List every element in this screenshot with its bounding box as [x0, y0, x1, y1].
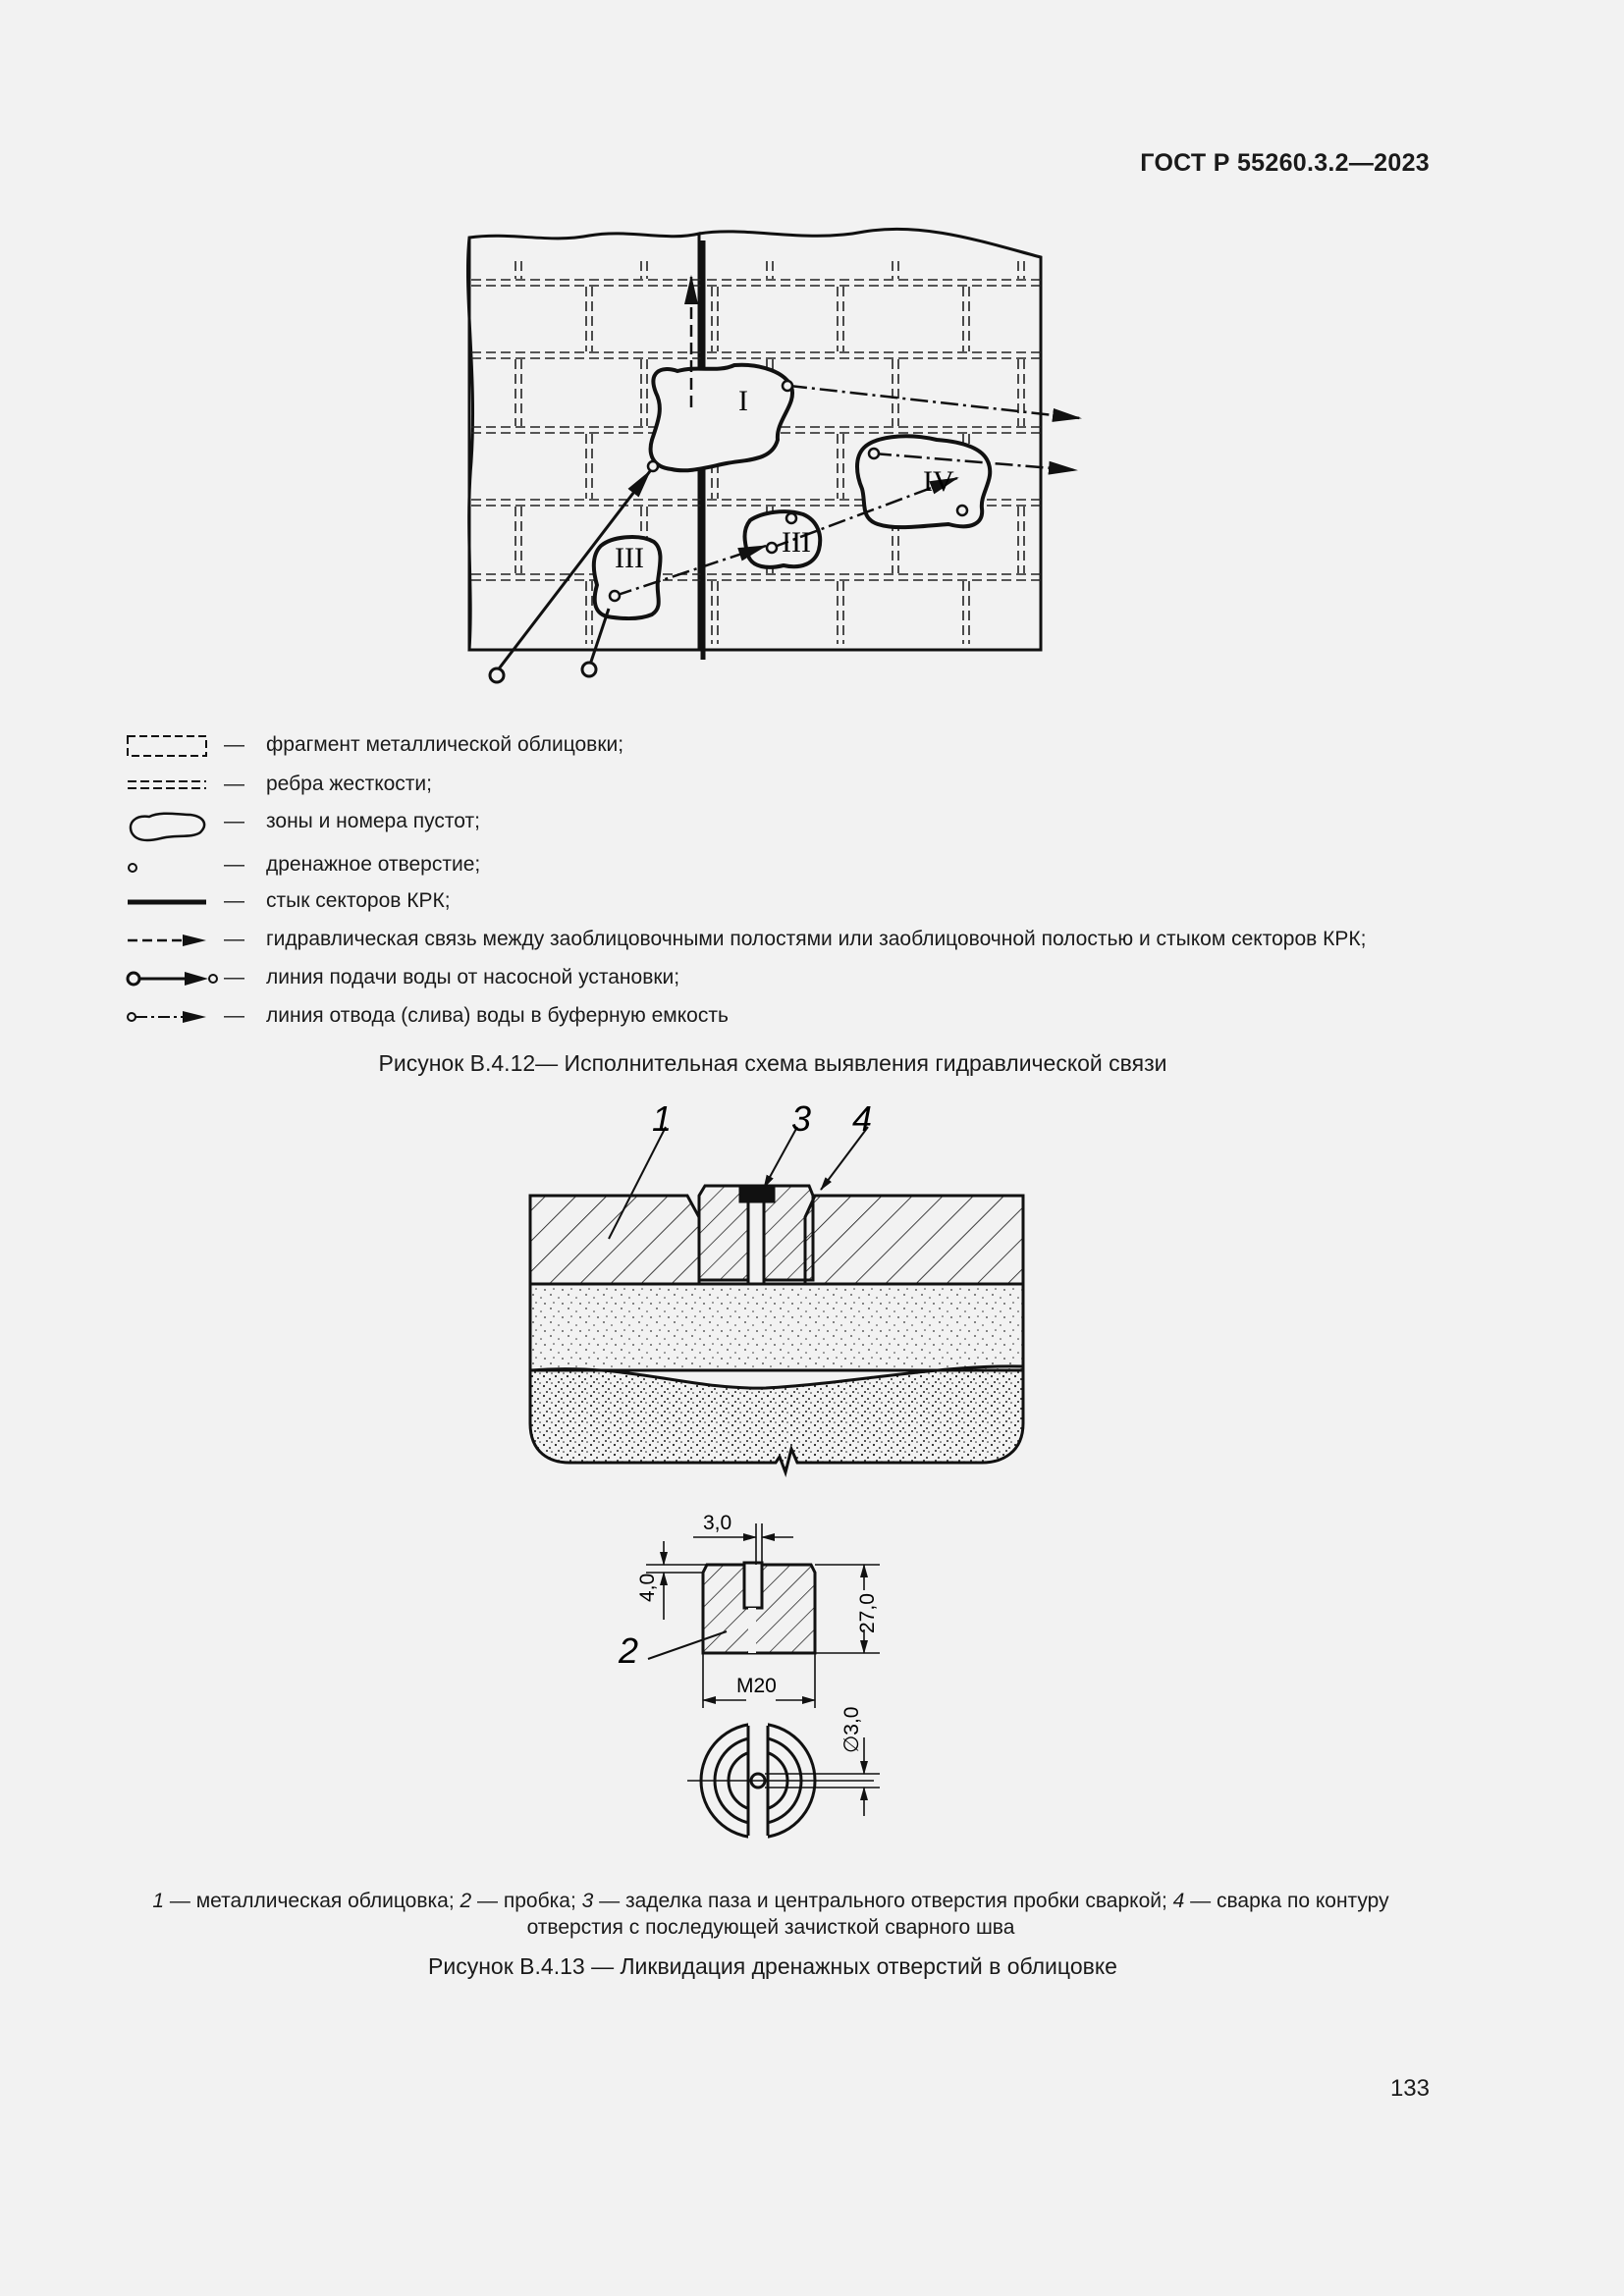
callout-2: 2 [619, 1630, 639, 1671]
figure-13-notes: 1 — металлическая облицовка; 2 — пробка; 3 — заделка паза и центрального отверстия пробки сваркой; 4 — сварка по контуру отверстия с последующей зачисткой сварного шва [152, 1890, 1389, 1939]
pump-connection-circle [582, 663, 596, 676]
page-number: 133 [1389, 2075, 1430, 2102]
zone-label-1: I [738, 385, 748, 417]
plug-section-diagram [0, 1090, 1624, 1895]
legend-item: — дренажное отверстие; [126, 850, 1500, 880]
dash-dot-arrow-icon [126, 1001, 214, 1031]
legend-item: — фрагмент металлической облицовки; [126, 730, 1500, 760]
void-zone-outline-icon [126, 807, 214, 842]
dimension-height: 27,0 [856, 1593, 879, 1633]
small-circle-icon [126, 850, 214, 880]
legend-item: — стык секторов КРК; [126, 886, 1500, 916]
figure-12-caption: Рисунок В.4.12— Исполнительная схема выявления гидравлической связи [378, 1050, 1167, 1076]
plug-side-view [703, 1563, 815, 1653]
plug-section [699, 1186, 813, 1284]
dashed-arrow-icon [126, 925, 214, 954]
figure-13-caption: Рисунок В.4.13 — Ликвидация дренажных отверстий в облицовке [428, 1953, 1117, 1979]
legend-item: — линия подачи воды от насосной установки; [126, 963, 1500, 992]
dimension-slot-width: 3,0 [703, 1512, 732, 1534]
base-layers [530, 1284, 1023, 1472]
circle-arrow-circle-icon [126, 963, 224, 992]
double-dashed-line-icon [126, 770, 214, 799]
callout-4: 4 [852, 1098, 873, 1139]
dimension-slot-depth: 4,0 [636, 1573, 659, 1602]
pump-connection-circle [490, 668, 504, 682]
callout-3: 3 [791, 1098, 812, 1139]
document-code: ГОСТ Р 55260.3.2—2023 [1140, 149, 1430, 177]
lining-scheme-diagram [0, 0, 1624, 707]
zone-label-3a: III [782, 526, 811, 559]
zone-label-4: IV [923, 465, 954, 498]
dimension-thread: M20 [736, 1675, 777, 1697]
drain-line-1 [789, 386, 1080, 418]
thick-line-icon [126, 886, 214, 916]
legend-item: — гидравлическая связь между заоблицовочными полостями или заоблицовочной полостью и стыком секторов КРК; [126, 925, 1500, 954]
legend-item: — ребра жесткости; [126, 770, 1500, 799]
dashed-rectangle-icon [128, 736, 206, 756]
weld-fill [740, 1188, 774, 1201]
callout-1: 1 [652, 1098, 673, 1139]
dimension-hole-diameter: ∅3,0 [840, 1706, 863, 1753]
zone-label-3b: III [615, 542, 644, 574]
legend-item: — зоны и номера пустот; [126, 807, 1500, 836]
legend-item: — линия отвода (слива) воды в буферную емкость [126, 1001, 1500, 1031]
